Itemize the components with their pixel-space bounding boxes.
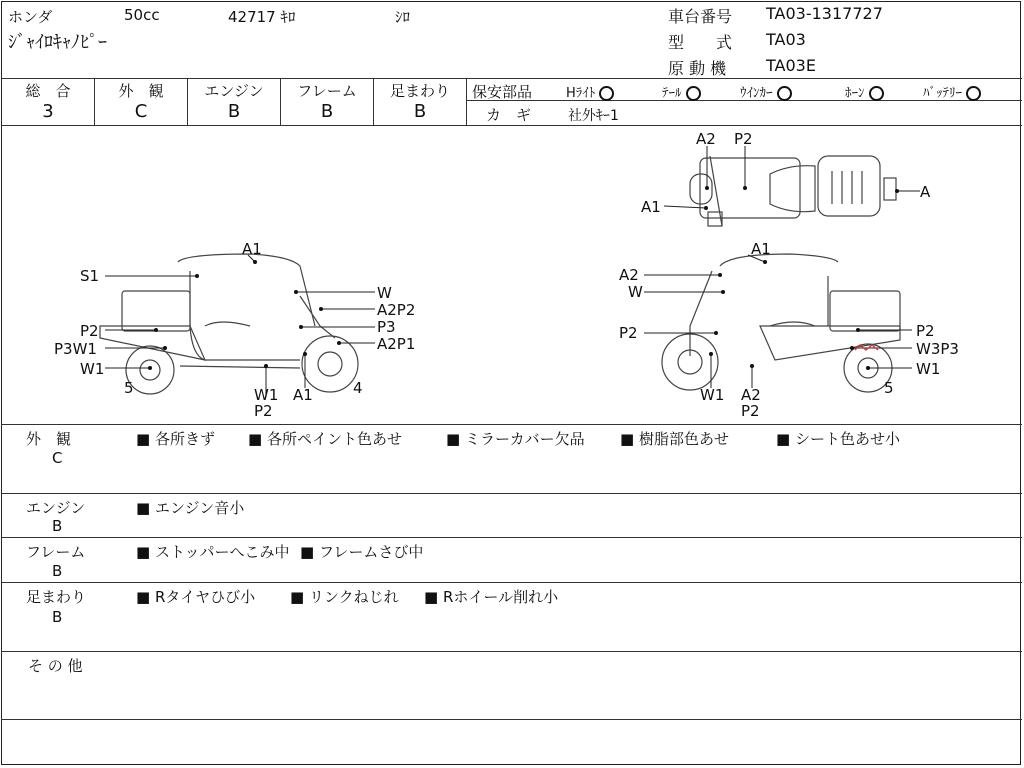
diagram-label: P2 [619, 324, 638, 342]
section-grade-suspension: B [52, 608, 63, 626]
diagram-label: 4 [353, 379, 363, 397]
diagram-label: A2P2 [377, 301, 416, 319]
note-item: ■ リンクねじれ [290, 588, 399, 606]
note-item: ■ 各所きず [136, 430, 215, 448]
diagram-label: P2 [741, 402, 760, 420]
diagram-label: W1 [700, 386, 725, 404]
engine-value: TA03E [766, 56, 816, 75]
safety-item-headlight: Hﾗｲﾄ [566, 82, 614, 101]
grade-engine-value: B [227, 101, 241, 122]
vehicle-diagram [0, 126, 1024, 424]
diagram-label: A2 [696, 130, 716, 148]
section-label-engine: エンジン [26, 499, 86, 517]
diagram-label: A2 [741, 386, 761, 404]
grade-exterior-label: 外 観 [118, 82, 164, 100]
safety-label: 保安部品 [472, 83, 533, 101]
note-item: ■ 各所ペイント色あせ [248, 430, 402, 448]
section-label-other: そ の 他 [28, 657, 83, 675]
grade-engine-label: エンジン [204, 82, 264, 100]
top-view-vehicle [690, 156, 896, 226]
diagram-label: S1 [80, 267, 100, 285]
divider [1, 719, 1022, 720]
divider [1, 493, 1022, 494]
diagram-label: 5 [884, 379, 894, 397]
diagram-label: P2 [734, 130, 753, 148]
diagram-label: A1 [293, 386, 313, 404]
grade-suspension-value: B [413, 101, 427, 122]
note-item: ■ 樹脂部色あせ [620, 430, 729, 448]
diagram-label: A1 [641, 198, 661, 216]
divider [1, 424, 1022, 425]
frame-no: TA03-1317727 [766, 4, 883, 23]
note-item: ■ シート色あせ小 [776, 430, 900, 448]
left-side-view-vehicle [100, 254, 358, 394]
model-name: ｼﾞｬｲﾛｷｬﾉﾋﾟｰ [8, 32, 107, 53]
key-label: カ ギ [486, 106, 532, 124]
key-value: 社外ｷｰ1 [568, 108, 619, 124]
divider [1, 582, 1022, 583]
ok-circle-icon [777, 86, 792, 101]
section-label-exterior: 外 観 [26, 430, 72, 448]
diagram-label: W [377, 284, 392, 302]
ok-circle-icon [686, 86, 701, 101]
frame-no-label: 車台番号 [668, 7, 733, 26]
divider [1, 537, 1022, 538]
grade-exterior-value: C [134, 101, 148, 122]
grade-suspension-label: 足まわり [389, 82, 450, 100]
diagram-label: P3W1 [54, 340, 97, 358]
ok-circle-icon [599, 86, 614, 101]
diagram-label: P3 [377, 318, 396, 336]
divider [1, 651, 1022, 652]
diagram-label: W [628, 283, 643, 301]
section-label-suspension: 足まわり [26, 588, 87, 606]
note-item: ■ Rタイヤひび小 [136, 588, 256, 606]
displacement: 50cc [124, 6, 160, 24]
section-grade-frame: B [52, 562, 63, 580]
diagram-label: 5 [124, 379, 134, 397]
note-item: ■ フレームさび中 [300, 543, 424, 561]
diagram-label: A2 [619, 266, 639, 284]
ok-circle-icon [869, 86, 884, 101]
maker: ホンダ [8, 8, 53, 26]
section-grade-engine: B [52, 517, 63, 535]
diagram-label: A2P1 [377, 335, 416, 353]
diagram-label: P2 [916, 322, 935, 340]
type-label: 型 式 [668, 33, 733, 52]
diagram-label: W1 [916, 360, 941, 378]
diagram-label: A [920, 183, 931, 201]
divider [1, 78, 1022, 79]
diagram-label: W3P3 [916, 340, 959, 358]
grade-frame-value: B [320, 101, 334, 122]
engine-label: 原 動 機 [668, 59, 727, 78]
type-value: TA03 [766, 30, 806, 49]
safety-item-battery: ﾊﾞｯﾃﾘｰ [923, 82, 981, 101]
note-item: ■ ミラーカバー欠品 [446, 430, 585, 448]
diagram-label: W1 [80, 360, 105, 378]
grade-frame-label: フレーム [297, 82, 357, 100]
safety-item-horn: ﾎｰﾝ [845, 82, 884, 101]
diagram-label: P2 [254, 402, 273, 420]
grade-total-label: 総 合 [25, 82, 71, 100]
grade-total-value: 3 [42, 101, 54, 122]
diagram-label: W1 [254, 386, 279, 404]
safety-item-tail: ﾃｰﾙ [662, 82, 701, 101]
note-item: ■ ストッパーへこみ中 [136, 543, 290, 561]
mileage: 42717 ｷﾛ [228, 8, 296, 26]
diagram-label: A1 [242, 240, 262, 258]
section-label-frame: フレーム [26, 543, 86, 561]
divider [466, 78, 467, 125]
ok-circle-icon [966, 86, 981, 101]
safety-item-winker: ｳｲﾝｶｰ [740, 82, 792, 101]
section-grade-exterior: C [52, 449, 63, 467]
note-item: ■ Rホイール削れ小 [424, 588, 559, 606]
diagram-label: A1 [751, 240, 771, 258]
diagram-label: P2 [80, 322, 99, 340]
note-item: ■ エンジン音小 [136, 499, 245, 517]
color: ｼﾛ [395, 8, 411, 26]
